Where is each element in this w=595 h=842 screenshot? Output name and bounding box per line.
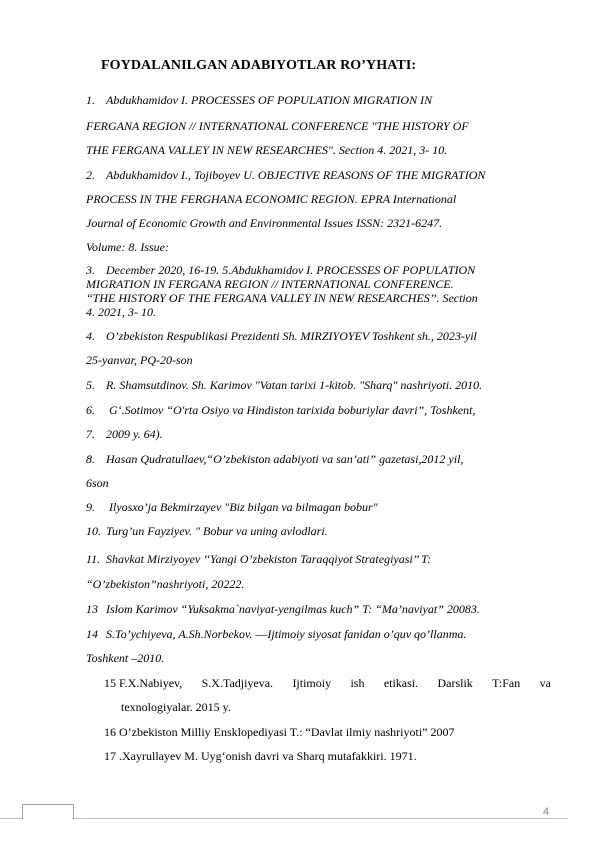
list-item: ‘‘THE HISTORY OF THE FERGANA VALLEY IN NEW RESEARCHES’’. Section bbox=[86, 291, 478, 305]
list-item-16: 16 O’zbekiston Milliy Ensklopediyasi T.: “Davlat ilmiy nashriyoti” 2007 bbox=[104, 725, 455, 739]
list-item: MIGRATION IN FERGANA REGION // INTERNATIONAL CONFERENCE. bbox=[86, 277, 454, 291]
list-item: 3. December 2020, 16-19. 5.Abdukhamidov I. PROCESSES OF POPULATION bbox=[86, 263, 476, 277]
list-item: Toshkent –2010. bbox=[86, 651, 165, 665]
list-item: 7. 2009 y. 64). bbox=[86, 427, 163, 441]
list-item: 9. Ilyosxo’ja Bekmirzayev "Biz bilgan va bilmagan bobur" bbox=[86, 500, 378, 514]
page-title: FOYDALANILGAN ADABIYOTLAR RO’YHATI: bbox=[101, 58, 417, 73]
list-item-15: 15 F.X.Nabiyev, S.X.Tadjiyeva. Ijtimoiy ish etikasi. Darslik T:Fan va bbox=[104, 676, 551, 690]
footer-tab bbox=[22, 804, 74, 819]
list-item: PROCESS IN THE FERGHANA ECONOMIC REGION. EPRA International bbox=[86, 192, 457, 206]
list-item: Volume: 8. Issue: bbox=[86, 240, 169, 254]
list-item: Journal of Economic Growth and Environmental Issues ISSN: 2321-6247. bbox=[86, 216, 443, 230]
list-item: “O’zbekiston”nashriyoti, 20222. bbox=[86, 577, 245, 591]
list-item: 14 S.To’ychiyeva, A.Sh.Norbekov. ―Ijtimoiy siyosat fanidan o’quv qo’llanma. bbox=[86, 627, 467, 641]
list-item: 4. O’zbekiston Respublikasi Prezidenti Sh. MIRZIYOYEV Toshkent sh., 2023-yil bbox=[86, 329, 477, 343]
list-item: 11. Shavkat Mirziyoyev ‘‘Yangi O’zbekiston Taraqqiyot Strategiyasi’’ T: bbox=[86, 552, 432, 566]
footer-rule bbox=[0, 818, 22, 819]
footer-rule bbox=[72, 818, 568, 819]
list-item: 6son bbox=[86, 476, 109, 490]
list-item: 4. 2021, 3- 10. bbox=[86, 305, 156, 319]
list-item: 25-yanvar, PQ-20-son bbox=[86, 353, 193, 367]
list-item: 10. Turg’un Fayziyev. " Bobur va uning avlodlari. bbox=[86, 524, 328, 538]
list-item: 5. R. Shamsutdinov. Sh. Karimov "Vatan tarixi 1-kitob. "Sharq" nashriyoti. 2010. bbox=[86, 378, 483, 392]
list-item: 1. Abdukhamidov I. PROCESSES OF POPULATION MIGRATION IN bbox=[86, 93, 433, 107]
list-item: 13 Islom Karimov “Yuksakma`naviyat-yengilmas kuch” T: “Ma’naviyat” 20083. bbox=[86, 602, 480, 616]
list-item-15-continuation: texnologiyalar. 2015 y. bbox=[121, 700, 231, 714]
page-number: 4 bbox=[543, 806, 550, 818]
list-item: 8. Hasan Qudratullaev,“O’zbekiston adabiyoti va san’ati” gazetasi,2012 yil, bbox=[86, 452, 464, 466]
list-item-17: 17 .Xayrullayev M. Uygʻonish davri va Sharq mutafakkiri. 1971. bbox=[104, 749, 417, 763]
list-item: 2. Abdukhamidov I., Tojiboyev U. OBJECTIVE REASONS OF THE MIGRATION bbox=[86, 168, 486, 182]
list-item: THE FERGANA VALLEY IN NEW RESEARCHES". Section 4. 2021, 3- 10. bbox=[86, 143, 448, 157]
list-item: FERGANA REGION // INTERNATIONAL CONFERENCE "THE HISTORY OF bbox=[86, 119, 469, 133]
list-item: 6. G‘.Sotimov “O'rta Osiyo va Hindiston tarixida boburiylar davri”, Toshkent, bbox=[86, 403, 476, 417]
